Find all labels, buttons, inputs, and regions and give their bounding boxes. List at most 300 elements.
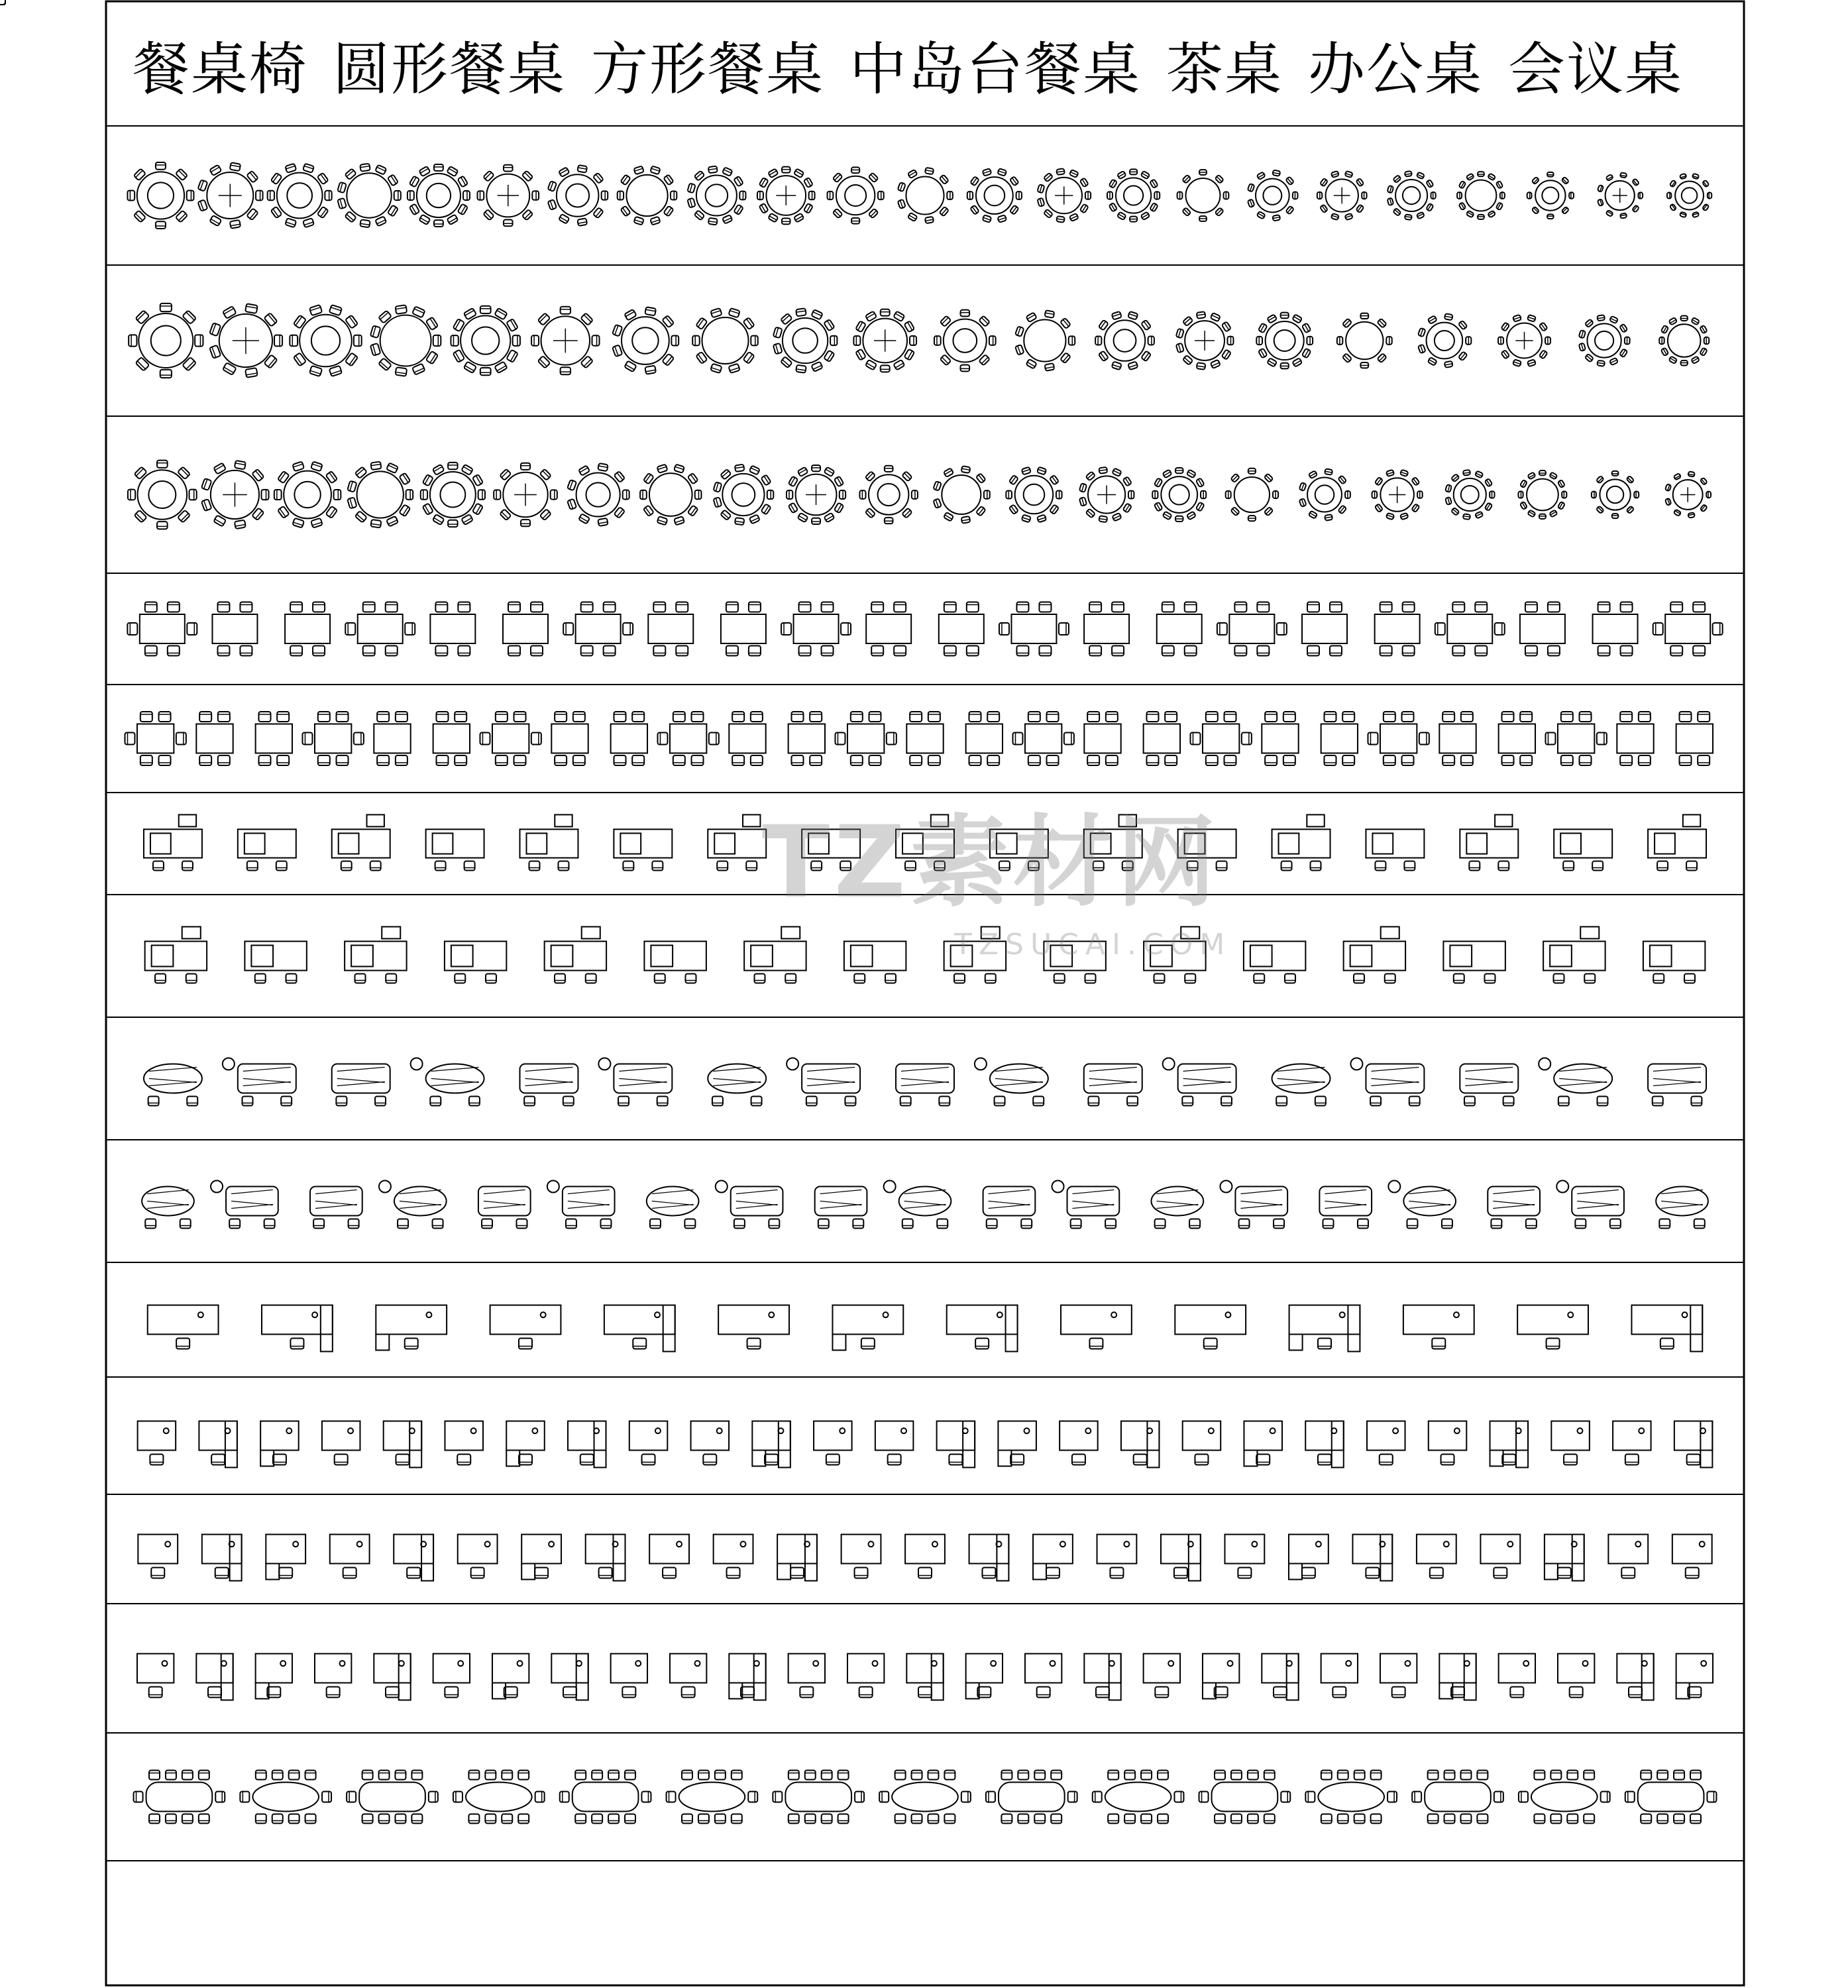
chair-icon: [347, 480, 356, 492]
chair-icon: [148, 1097, 159, 1106]
chair-icon: [1086, 508, 1095, 518]
island-table-icon: [238, 829, 296, 870]
chair-icon: [806, 1097, 817, 1106]
office-table-icon: [376, 1305, 447, 1351]
tea-table-icon: [1648, 1064, 1706, 1106]
chair-icon: [1596, 476, 1604, 484]
round-table-icon: [408, 164, 470, 227]
title-item: 方形餐桌: [591, 36, 824, 103]
chair-icon: [157, 522, 168, 529]
chair-icon: [1428, 315, 1437, 324]
chair-icon: [1445, 497, 1452, 505]
rect-table-icon: [433, 712, 470, 765]
chair-icon: [502, 1814, 512, 1824]
chair-icon: [749, 514, 760, 524]
chair-icon: [1539, 470, 1546, 475]
chair-icon: [1558, 1097, 1569, 1106]
tea-table-icon: [379, 1181, 447, 1229]
chair-icon: [429, 1792, 438, 1802]
chair-icon: [1089, 602, 1101, 612]
chair-icon: [1428, 1771, 1439, 1780]
chair-icon: [1176, 329, 1184, 339]
rect-table-icon: [1375, 602, 1420, 656]
chair-icon: [581, 602, 593, 612]
chair-icon: [726, 602, 738, 612]
chair-icon: [1659, 1219, 1670, 1229]
office-table-icon: [260, 1421, 299, 1466]
chair-icon: [201, 499, 212, 511]
chair-icon: [1625, 1455, 1639, 1465]
chair-icon: [229, 1219, 240, 1229]
chair-icon: [1248, 516, 1256, 521]
chair-icon: [433, 514, 445, 525]
chair-icon: [1488, 211, 1495, 218]
chair-icon: [268, 191, 274, 200]
round-table-icon: [1659, 316, 1709, 366]
chair-icon: [1068, 1792, 1077, 1802]
chair-icon: [888, 1455, 901, 1465]
chair-icon: [833, 209, 843, 219]
chair-icon: [1079, 497, 1087, 506]
chair-icon: [1069, 336, 1075, 345]
chair-icon: [692, 712, 704, 722]
chair-icon: [853, 1219, 863, 1229]
chair-icon: [650, 217, 660, 225]
chair-icon: [1217, 623, 1227, 635]
chair-icon: [970, 176, 979, 186]
chair-icon: [1478, 215, 1484, 219]
meeting-table-icon: [347, 1771, 438, 1824]
island-table-icon: [1366, 829, 1424, 870]
chair-icon: [496, 712, 508, 722]
chair-icon: [1258, 349, 1268, 359]
chair-icon: [379, 1771, 390, 1780]
chair-icon: [1620, 213, 1627, 219]
chair-icon: [710, 308, 722, 318]
chair-icon: [887, 733, 897, 745]
chair-icon: [1469, 861, 1480, 871]
chair-icon: [430, 1097, 441, 1106]
round-table-icon: [1226, 469, 1278, 521]
office-table-icon: [196, 1654, 233, 1700]
chair-icon: [1033, 1097, 1044, 1106]
chair-icon: [1162, 512, 1171, 520]
chair-icon: [472, 474, 483, 486]
chair-icon: [1305, 1792, 1315, 1802]
chair-icon: [749, 602, 761, 612]
chair-icon: [482, 1219, 492, 1229]
round-table-icon: [347, 462, 413, 528]
chair-icon: [1337, 337, 1342, 345]
chair-icon: [1325, 514, 1332, 521]
chair-icon: [746, 861, 757, 871]
rect-table-icon: [1439, 712, 1476, 765]
chair-icon: [461, 465, 473, 475]
chair-icon: [1386, 513, 1394, 520]
tea-table-icon: [1052, 1181, 1120, 1229]
island-table-icon: [1272, 814, 1331, 870]
round-table-icon: [127, 162, 193, 229]
chair-icon: [1539, 350, 1548, 359]
chair-icon: [1625, 1792, 1635, 1802]
chair-icon: [692, 755, 704, 765]
chair-icon: [125, 733, 135, 745]
chair-icon: [1520, 712, 1532, 722]
furniture-row: [134, 1771, 1717, 1824]
chair-icon: [961, 1792, 971, 1802]
chair-icon: [722, 215, 732, 224]
island-table-icon: [1244, 942, 1305, 983]
chair-icon: [1044, 209, 1053, 219]
island-table-icon: [445, 942, 506, 983]
chair-icon: [159, 712, 171, 722]
chair-icon: [458, 204, 468, 215]
chair-icon: [129, 335, 136, 346]
island-table-icon: [1643, 942, 1705, 983]
chair-icon: [794, 168, 804, 178]
office-table-icon: [1558, 1654, 1594, 1698]
chair-icon: [1356, 178, 1364, 187]
chair-icon: [1693, 602, 1705, 612]
chair-icon: [861, 1339, 875, 1349]
chair-icon: [709, 733, 719, 745]
chair-icon: [845, 1097, 855, 1106]
chair-icon: [653, 602, 665, 612]
chair-icon: [1458, 181, 1466, 189]
chair-icon: [614, 755, 625, 765]
chair-icon: [1693, 646, 1705, 656]
tea-table-icon: [478, 1187, 531, 1229]
chair-icon: [1124, 1814, 1135, 1824]
chair-icon: [1272, 170, 1280, 176]
chair-icon: [1641, 1771, 1651, 1780]
tea-table-icon: [1460, 1064, 1518, 1106]
chair-icon: [1087, 755, 1099, 765]
chair-icon: [663, 206, 673, 217]
chair-icon: [258, 755, 270, 765]
chair-icon: [166, 1771, 176, 1780]
rect-table-icon: [285, 602, 330, 656]
chair-icon: [728, 364, 739, 374]
chair-icon: [799, 602, 811, 612]
chair-icon: [277, 755, 289, 765]
chair-icon: [765, 1455, 778, 1465]
chair-icon: [1558, 502, 1565, 510]
chair-icon: [1475, 602, 1487, 612]
round-table-icon: [1152, 468, 1206, 522]
chair-icon: [983, 215, 992, 223]
chair-icon: [625, 1771, 635, 1780]
chair-icon: [455, 755, 466, 765]
meeting-table-icon: [134, 1771, 225, 1824]
chair-icon: [1527, 510, 1535, 517]
chair-icon: [1257, 602, 1269, 612]
chair-icon: [182, 357, 196, 371]
chair-icon: [262, 490, 269, 500]
chair-icon: [176, 1339, 190, 1349]
chair-icon: [1387, 1792, 1397, 1802]
chair-icon: [1315, 1097, 1326, 1106]
chair-icon: [1534, 1771, 1545, 1780]
round-table-icon: [548, 165, 608, 226]
chair-icon: [1281, 313, 1289, 319]
chair-icon: [1550, 1814, 1561, 1824]
chair-icon: [386, 516, 398, 527]
chair-icon: [1199, 1792, 1209, 1802]
chair-icon: [1080, 204, 1089, 213]
chair-icon: [1534, 1814, 1545, 1824]
chair-icon: [1045, 363, 1055, 371]
chair-icon: [435, 602, 447, 612]
chair-icon: [1165, 755, 1177, 765]
round-table-icon: [1006, 467, 1061, 523]
chair-icon: [682, 1771, 692, 1780]
chair-icon: [1162, 470, 1171, 478]
chair-icon: [749, 465, 760, 474]
chair-icon: [1661, 348, 1669, 357]
chair-icon: [256, 191, 263, 201]
chair-icon: [1051, 1814, 1061, 1824]
chair-icon: [657, 733, 667, 745]
chair-icon: [650, 1219, 661, 1229]
chair-icon: [555, 755, 567, 765]
chair-icon: [995, 1097, 1005, 1106]
chair-icon: [1629, 1687, 1642, 1698]
chair-icon: [313, 602, 325, 612]
chair-icon: [199, 1771, 209, 1780]
chair-icon: [1432, 1339, 1445, 1349]
round-table-icon: [1445, 470, 1494, 520]
chair-icon: [360, 164, 370, 172]
chair-icon: [1056, 216, 1064, 223]
meeting-table-icon: [1305, 1771, 1397, 1824]
chair-icon: [1047, 712, 1059, 722]
chair-icon: [1411, 477, 1419, 486]
chair-icon: [468, 1814, 479, 1824]
chair-icon: [1585, 319, 1594, 327]
chair-icon: [230, 162, 241, 171]
chair-icon: [1547, 172, 1554, 177]
rect-table-icon: [1435, 602, 1505, 656]
chair-icon: [1490, 491, 1494, 498]
chair-icon: [851, 218, 859, 224]
chair-icon: [447, 166, 458, 177]
chair-icon: [1519, 1792, 1528, 1802]
chair-icon: [1387, 186, 1394, 193]
office-table-icon: [1025, 1654, 1061, 1698]
chair-icon: [394, 191, 401, 200]
chair-icon: [408, 191, 414, 200]
chair-icon: [593, 173, 604, 184]
chair-icon: [918, 1687, 932, 1698]
office-table-icon: [604, 1305, 675, 1352]
round-table-icon: [1177, 170, 1229, 221]
chair-icon: [1674, 1771, 1684, 1780]
office-table-icon: [937, 1421, 975, 1468]
chair-icon: [1660, 1339, 1674, 1349]
chair-icon: [1228, 337, 1234, 345]
chair-icon: [1384, 755, 1395, 765]
chair-icon: [1248, 1814, 1258, 1824]
office-table-icon: [1499, 1654, 1535, 1698]
chair-icon: [1702, 180, 1709, 188]
chair-icon: [334, 490, 341, 500]
chair-icon: [1404, 861, 1415, 871]
chair-icon: [657, 516, 668, 525]
chair-icon: [712, 1097, 723, 1106]
chair-icon: [824, 467, 835, 477]
chair-icon: [145, 646, 157, 656]
chair-icon: [1325, 469, 1332, 475]
chair-icon: [159, 755, 171, 765]
chair-icon: [1501, 350, 1509, 359]
chair-icon: [976, 473, 986, 483]
chair-icon: [865, 360, 877, 370]
chair-icon: [667, 1792, 676, 1802]
office-table-icon: [1305, 1421, 1344, 1468]
chair-icon: [1466, 173, 1474, 180]
chair-icon: [1653, 974, 1664, 983]
office-table-icon: [586, 1535, 625, 1581]
chair-icon: [187, 623, 197, 635]
chair-icon: [272, 1771, 283, 1780]
chair-icon: [687, 183, 695, 193]
chair-icon: [1265, 712, 1277, 722]
chair-icon: [199, 755, 211, 765]
chair-icon: [1435, 623, 1445, 635]
chair-icon: [134, 1792, 143, 1802]
chair-icon: [1532, 177, 1540, 185]
office-table-icon: [492, 1654, 529, 1699]
chair-icon: [573, 755, 585, 765]
chair-icon: [176, 733, 186, 745]
chair-icon: [201, 478, 212, 490]
chair-icon: [1128, 361, 1138, 370]
chair-icon: [1403, 646, 1415, 656]
chair-icon: [1154, 478, 1163, 487]
chair-icon: [671, 191, 677, 199]
chair-icon: [684, 1219, 695, 1229]
chair-icon: [997, 168, 1006, 176]
rect-table-icon: [374, 712, 410, 765]
chair-icon: [1377, 353, 1386, 362]
chair-icon: [195, 335, 203, 346]
office-table-icon: [1545, 1535, 1584, 1581]
chair-icon: [640, 490, 647, 500]
chair-icon: [187, 191, 194, 201]
chair-icon: [1567, 1771, 1578, 1780]
round-table-icon: [531, 307, 599, 374]
chair-icon: [720, 510, 731, 520]
rect-table-icon: [480, 712, 541, 765]
chair-icon: [1549, 510, 1557, 517]
round-table-icon: [859, 466, 917, 524]
chair-icon: [854, 974, 865, 983]
chair-icon: [1445, 484, 1452, 492]
chair-icon: [1457, 192, 1462, 199]
island-table-icon: [614, 829, 672, 870]
chair-icon: [688, 505, 698, 516]
chair-icon: [632, 755, 644, 765]
chair-icon: [140, 755, 152, 765]
office-table-icon: [266, 1535, 305, 1580]
chair-icon: [1679, 755, 1691, 765]
chair-icon: [1632, 178, 1639, 186]
chair-icon: [641, 1792, 651, 1802]
round-table-icon: [1592, 471, 1639, 518]
chair-icon: [1366, 1568, 1379, 1578]
chair-icon: [717, 861, 728, 871]
tea-table-icon: [211, 1181, 278, 1229]
chair-icon: [782, 167, 790, 173]
chair-icon: [1375, 861, 1386, 871]
chair-icon: [1579, 343, 1586, 351]
chair-icon: [1155, 1219, 1166, 1229]
chair-icon: [472, 503, 483, 515]
chair-icon: [1257, 211, 1266, 219]
title-item: 办公桌: [1308, 36, 1483, 103]
round-table-icon: [290, 305, 361, 376]
chair-icon: [1037, 1687, 1050, 1698]
chair-icon: [305, 1814, 316, 1824]
chair-icon: [1292, 358, 1302, 367]
office-table-icon: [649, 1535, 689, 1578]
round-table-icon: [853, 309, 916, 372]
chair-icon: [976, 506, 986, 516]
chair-icon: [419, 166, 430, 177]
round-table-icon: [1337, 313, 1392, 368]
chair-icon: [1274, 1219, 1284, 1229]
chair-icon: [1069, 170, 1079, 178]
chair-icon: [878, 192, 884, 199]
chair-icon: [1700, 348, 1708, 357]
meeting-table-icon: [240, 1771, 331, 1824]
office-table-icon: [714, 1535, 753, 1578]
chair-icon: [1141, 212, 1150, 221]
chair-icon: [1561, 712, 1573, 722]
island-table-icon: [844, 942, 906, 983]
chair-icon: [918, 1568, 932, 1578]
round-table-icon: [757, 167, 815, 225]
chair-icon: [1010, 1455, 1024, 1465]
chair-icon: [1331, 171, 1339, 178]
chair-icon: [1454, 974, 1464, 983]
chair-icon: [586, 974, 596, 983]
chair-icon: [518, 1814, 529, 1824]
chair-icon: [555, 712, 567, 722]
chair-icon: [580, 1455, 594, 1465]
chair-icon: [1108, 1771, 1118, 1780]
office-table-icon: [611, 1654, 647, 1698]
chair-icon: [902, 508, 912, 518]
office-table-icon: [374, 1654, 410, 1700]
chair-icon: [1444, 313, 1453, 320]
furniture-row: [129, 304, 1709, 378]
meeting-table-icon: [773, 1771, 864, 1824]
chair-icon: [999, 623, 1009, 635]
chair-icon: [1417, 212, 1425, 219]
office-table-icon: [1224, 1535, 1264, 1578]
rect-table-icon: [1262, 712, 1298, 765]
chair-icon: [1175, 516, 1183, 522]
chair-icon: [1128, 491, 1134, 499]
chair-icon: [388, 174, 398, 186]
chair-icon: [642, 1455, 655, 1465]
chair-icon: [1545, 733, 1555, 745]
chair-icon: [1158, 1814, 1168, 1824]
chair-icon: [535, 1568, 548, 1578]
chair-icon: [1050, 504, 1059, 514]
